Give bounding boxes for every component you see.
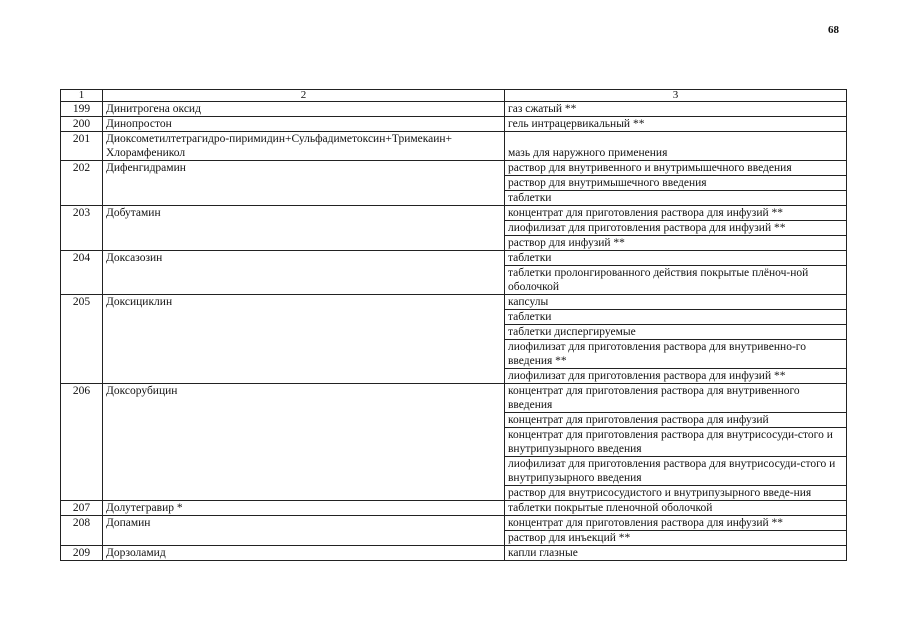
table-row <box>61 516 847 546</box>
table-row <box>61 206 847 251</box>
row-number: 205 <box>61 295 103 384</box>
drug-name: Доксициклин <box>103 295 505 384</box>
column-header-3: 3 <box>505 90 847 102</box>
dosage-forms <box>505 516 847 546</box>
row-number: 200 <box>61 117 103 132</box>
row-number: 208 <box>61 516 103 546</box>
drug-name: Динопростон <box>103 117 505 132</box>
dosage-form: таблетки пролонгированного действия покрытые плёноч-ной оболочкой <box>508 267 809 293</box>
page-number: 68 <box>828 24 839 36</box>
row-number: 202 <box>61 161 103 206</box>
dosage-forms <box>505 295 847 384</box>
dosage-forms <box>505 206 847 251</box>
drug-name: Допамин <box>103 516 505 546</box>
dosage-form: гель интрацервикальный ** <box>508 118 645 130</box>
drug-name: Динитрогена оксид <box>103 102 505 117</box>
dosage-forms <box>505 102 847 117</box>
dosage-form: концентрат для приготовления раствора для инфузий ** <box>505 206 846 221</box>
spacer <box>508 132 843 146</box>
dosage-form: мазь для наружного применения <box>508 147 668 159</box>
column-header-2: 2 <box>103 90 505 102</box>
table-row <box>61 295 847 384</box>
drug-name: Долутегравир * <box>103 501 505 516</box>
dosage-form: концентрат для приготовления раствора для внутривенного введения <box>505 384 846 413</box>
dosage-form: раствор для внутрисосудистого и внутрипузырного введе-ния <box>508 487 812 499</box>
row-number: 201 <box>61 132 103 161</box>
drug-name: Дифенгидрамин <box>103 161 505 206</box>
dosage-form: таблетки покрытые пленочной оболочкой <box>508 502 713 514</box>
table-row <box>61 384 847 501</box>
table-body <box>61 102 847 561</box>
dosage-form: раствор для внутривенного и внутримышечного введения <box>505 161 846 176</box>
dosage-forms <box>505 546 847 561</box>
dosage-form: таблетки диспергируемые <box>505 325 846 340</box>
dosage-form: концентрат для приготовления раствора для инфузий ** <box>505 516 846 531</box>
dosage-form: раствор для инфузий ** <box>508 237 625 249</box>
dosage-form: концентрат для приготовления раствора для внутрисосуди-стого и внутрипузырного введения <box>505 428 846 457</box>
table-row <box>61 117 847 132</box>
dosage-form: капсулы <box>505 295 846 310</box>
table-row <box>61 102 847 117</box>
row-number: 209 <box>61 546 103 561</box>
dosage-form: таблетки <box>508 192 552 204</box>
dosage-form: таблетки <box>505 310 846 325</box>
table-row <box>61 546 847 561</box>
dosage-form: газ сжатый ** <box>508 103 577 115</box>
dosage-form: концентрат для приготовления раствора для инфузий <box>505 413 846 428</box>
table-row <box>61 132 847 161</box>
dosage-forms <box>505 117 847 132</box>
dosage-form: раствор для внутримышечного введения <box>505 176 846 191</box>
table-row <box>61 501 847 516</box>
row-number: 206 <box>61 384 103 501</box>
dosage-forms <box>505 384 847 501</box>
row-number: 207 <box>61 501 103 516</box>
drug-name: Добутамин <box>103 206 505 251</box>
dosage-form: раствор для инъекций ** <box>508 532 631 544</box>
dosage-forms <box>505 132 847 161</box>
column-header-1: 1 <box>61 90 103 102</box>
table-row <box>61 161 847 206</box>
dosage-form: лиофилизат для приготовления раствора для инфузий ** <box>505 221 846 236</box>
dosage-forms <box>505 161 847 206</box>
drug-name: Дорзоламид <box>103 546 505 561</box>
dosage-form: лиофилизат для приготовления раствора для внутрисосуди-стого и внутрипузырного введения <box>505 457 846 486</box>
row-number: 199 <box>61 102 103 117</box>
dosage-form: лиофилизат для приготовления раствора для внутривенно-го введения ** <box>505 340 846 369</box>
drug-name: Доксазозин <box>103 251 505 295</box>
dosage-forms <box>505 251 847 295</box>
row-number: 203 <box>61 206 103 251</box>
drug-name: Диоксометилтетрагидро-пиримидин+Сульфадиметоксин+Тримекаин+ Хлорамфеникол <box>103 132 505 161</box>
dosage-form: лиофилизат для приготовления раствора для инфузий ** <box>508 370 786 382</box>
drug-name: Доксорубицин <box>103 384 505 501</box>
dosage-forms <box>505 501 847 516</box>
table-row <box>61 251 847 295</box>
dosage-form: капли глазные <box>508 547 578 559</box>
header-row <box>61 90 847 102</box>
drug-table <box>60 89 847 561</box>
row-number: 204 <box>61 251 103 295</box>
dosage-form: таблетки <box>505 251 846 266</box>
